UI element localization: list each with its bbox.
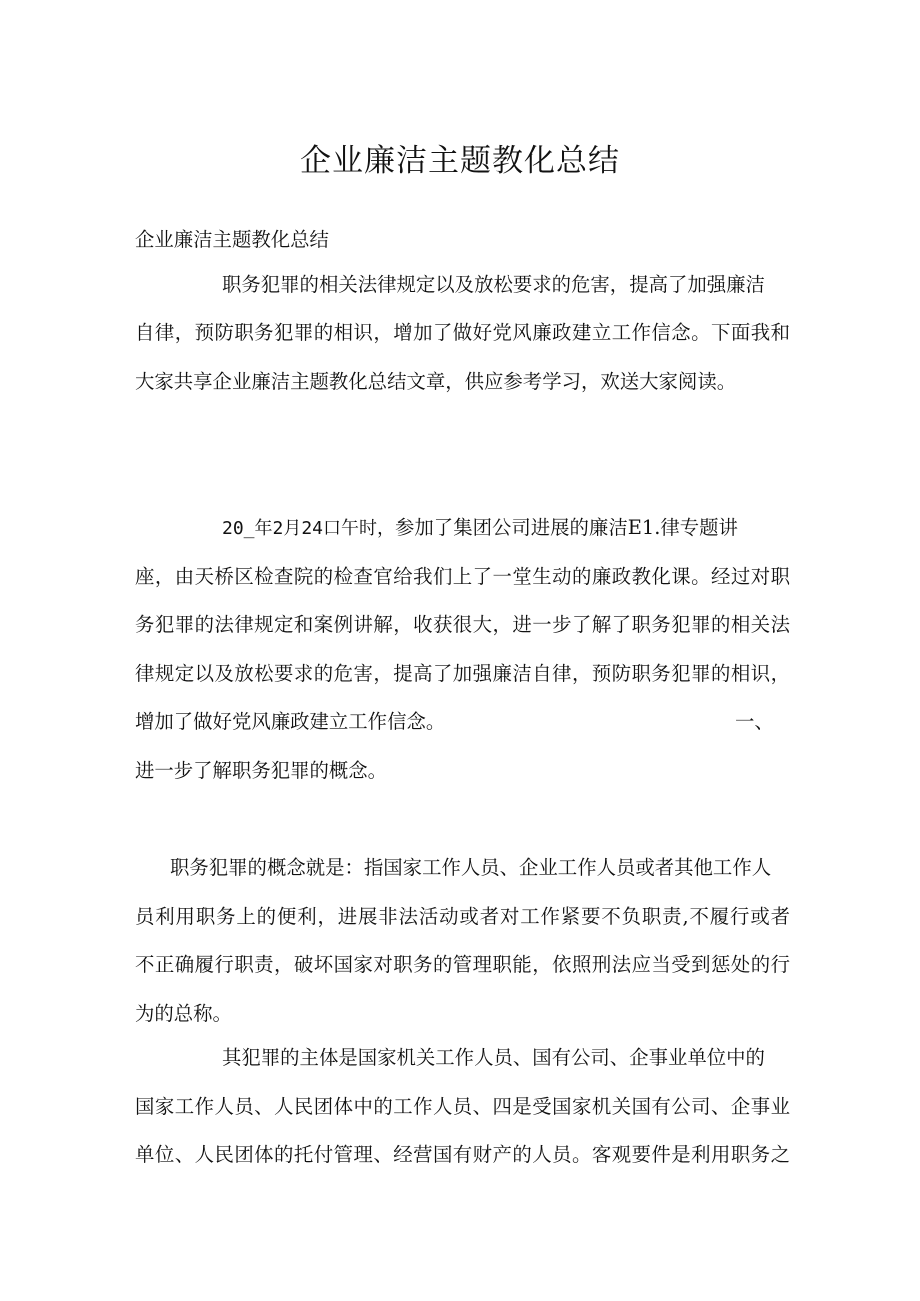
paragraph-2-line-1 [222, 515, 790, 542]
paragraph-2-line-2: 座，由天桥区检查院的检查官给我们上了一堂生动的廉政教化课。经过对职 [135, 565, 790, 588]
paragraph-4-line-1: 其犯罪的主体是国家机关工作人员、国有公司、企事业单位中的 [222, 1046, 765, 1069]
document-subtitle: 企业廉洁主题教化总结 [135, 228, 329, 251]
section-heading: 进一步了解职务犯罪的概念。 [135, 759, 388, 782]
document-title: 企业廉洁主题教化总结 [300, 143, 620, 179]
paragraph-3-line-3: 不正确履行职责，破坏国家对职务的管理职能，依照刑法应当受到惩处的行 [135, 953, 790, 976]
paragraph-1-line-2: 自律，预防职务犯罪的相识，增加了做好党风廉政建立工作信念。下面我和 [135, 321, 790, 344]
paragraph-2-date: 20_年2月24口午时， [222, 518, 396, 539]
paragraph-1-line-1: 职务犯罪的相关法律规定以及放松要求的危害，提高了加强廉洁 [222, 273, 765, 296]
paragraph-2-line-5: 增加了做好党风廉政建立工作信念。 [135, 710, 446, 733]
paragraph-3-line-2: 员利用职务上的便利，进展非法活动或者对工作紧要不负职责,不履行或者 [135, 905, 790, 928]
paragraph-2-line-3: 务犯罪的法律规定和案例讲解，收获很大，进一步了解了职务犯罪的相关法 [135, 613, 790, 636]
paragraph-3-line-4: 为的总称。 [135, 1002, 232, 1025]
paragraph-4-line-3: 单位、人民团体的托付管理、经营国有财产的人员。客观要件是利用职务之 [135, 1143, 790, 1166]
paragraph-2-line-1-rest: 参加了集团公司进展的廉洁E1.律专题讲 [395, 516, 738, 539]
section-marker: 一、 [735, 710, 774, 733]
paragraph-2-line-4: 律规定以及放松要求的危害，提高了加强廉洁自律，预防职务犯罪的相识， [135, 662, 790, 685]
paragraph-3-line-1: 职务犯罪的概念就是：指国家工作人员、企业工作人员或者其他工作人 [170, 856, 772, 879]
paragraph-4-line-2: 国家工作人员、人民团体中的工作人员、四是受国家机关国有公司、企事业 [135, 1095, 790, 1118]
paragraph-1-line-3: 大家共享企业廉洁主题教化总结文章，供应参考学习，欢送大家阅读。 [135, 370, 737, 393]
